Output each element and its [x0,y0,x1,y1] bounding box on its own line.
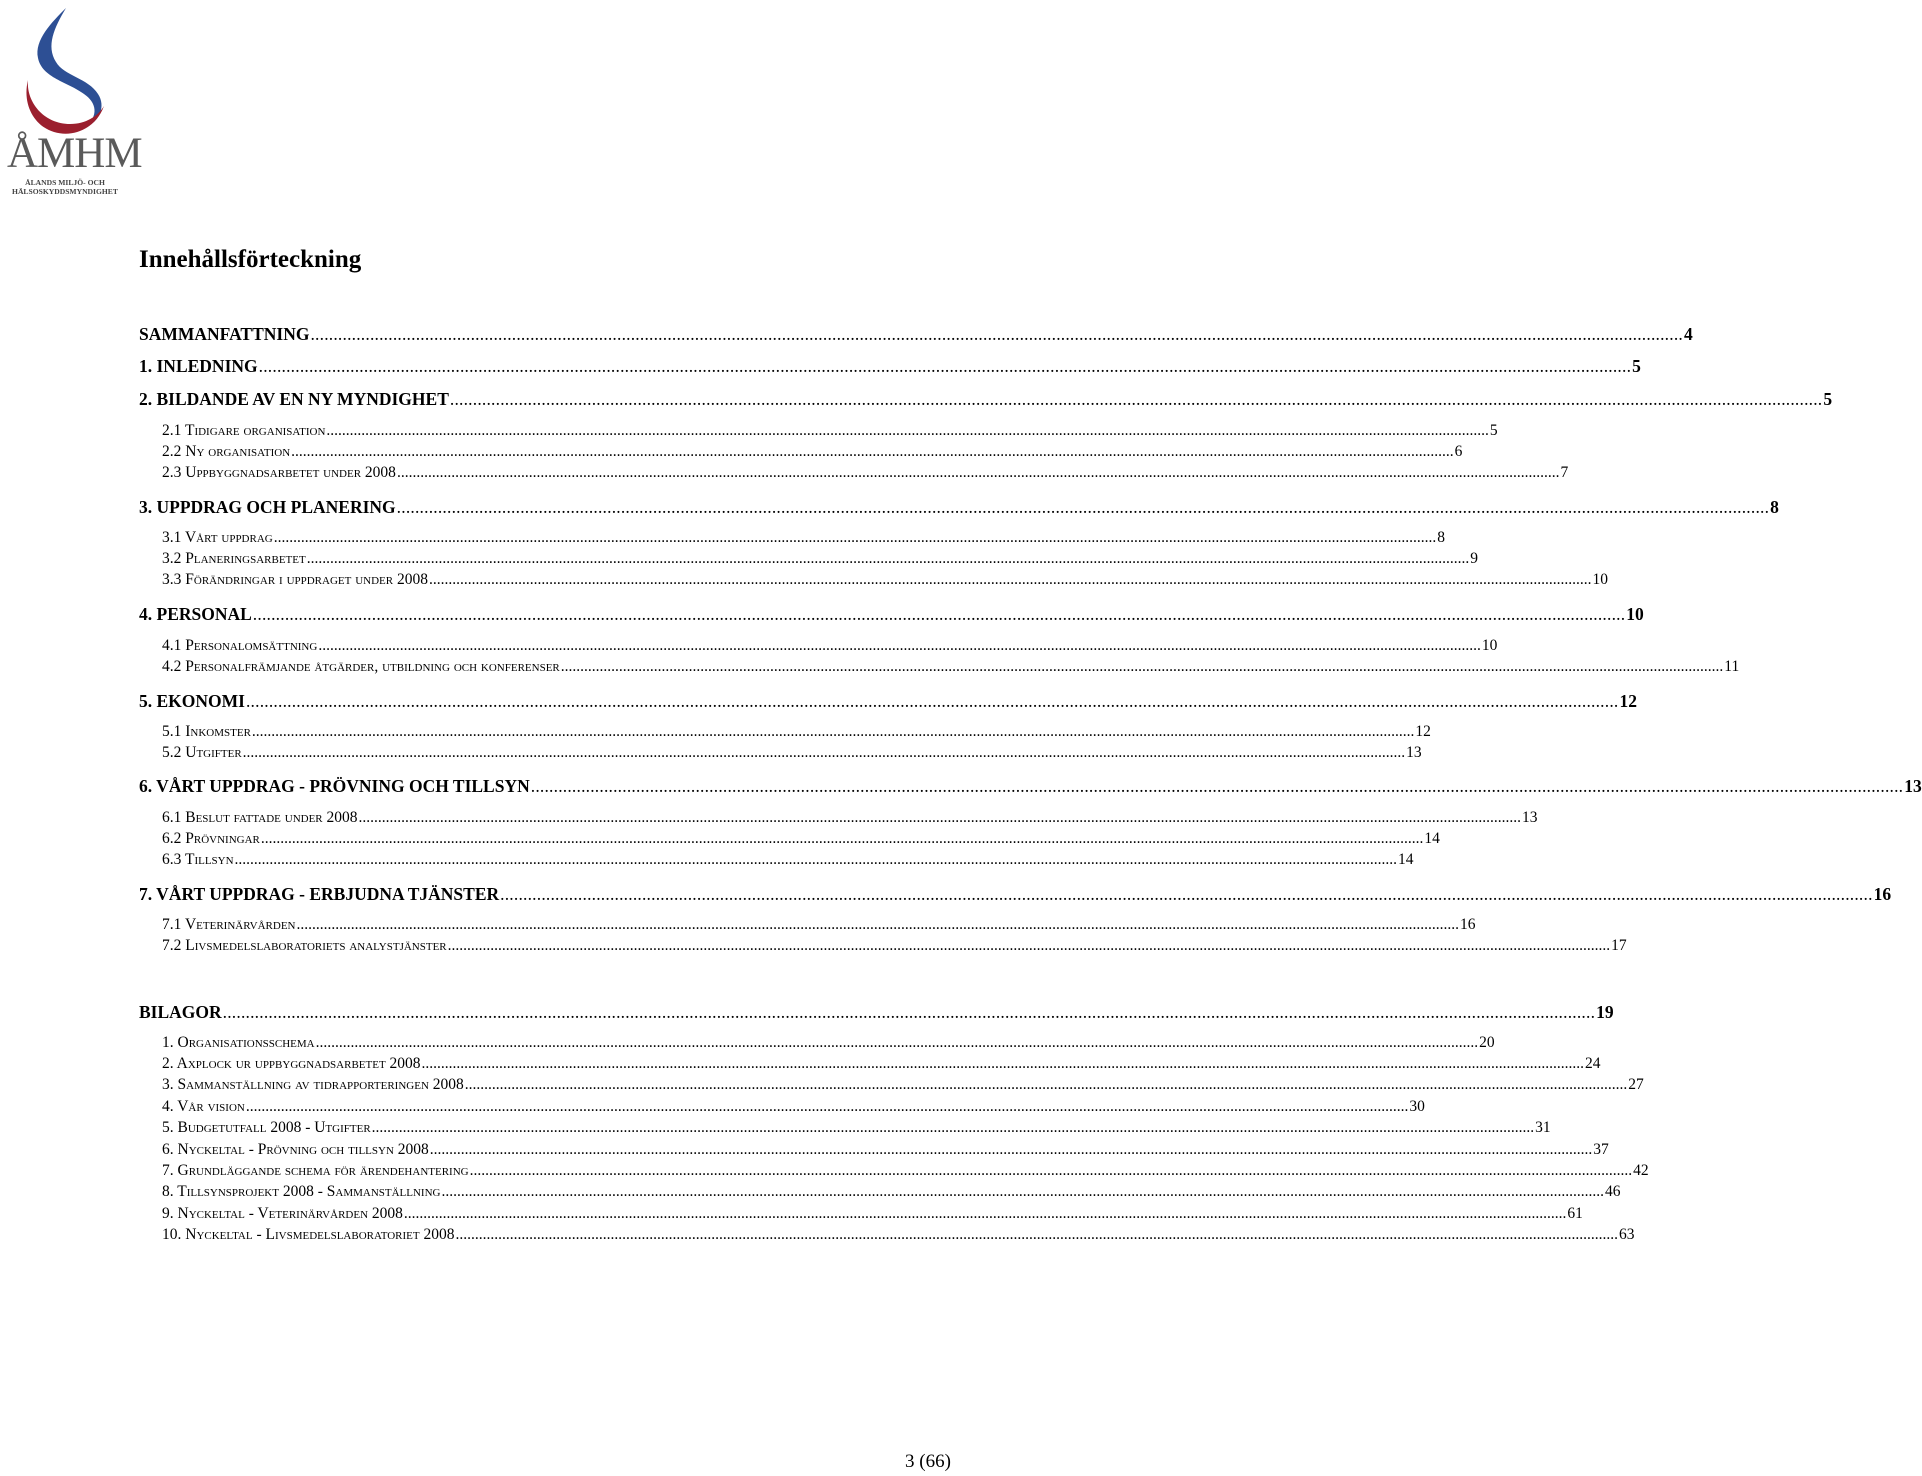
toc-entry-page: 61 [1567,1205,1583,1222]
toc-entry-label: 3.3 Förändringar i uppdraget under 2008 [162,571,428,588]
toc-dot-leader: ............................................................................................................................................................................................................................................................................................................ [252,604,1626,624]
toc-chapter-entry[interactable] [139,603,1644,625]
toc-section-entry[interactable] [162,636,1498,658]
toc-dot-leader: ............................................................................................................................................................................................................................................................................................................ [222,1002,1596,1022]
toc-entry-label: 4. Vår vision [162,1098,245,1115]
toc-dot-leader: ............................................................................................................................................................................................................................................................................................................ [326,422,1489,439]
toc-section-entry[interactable] [162,1118,1551,1140]
toc-entry-page: 27 [1628,1076,1644,1093]
toc-section-entry[interactable] [162,528,1445,550]
toc-entry-label: 5.2 Utgifter [162,744,242,761]
toc-entry-label: BILAGOR [139,1002,222,1022]
toc-entry-page: 5 [1823,389,1833,409]
toc-entry-label: 9. Nyckeltal - Veterinärvården 2008 [162,1205,403,1222]
toc-dot-leader: ............................................................................................................................................................................................................................................................................................................ [464,1076,1628,1093]
toc-entry-page: 10 [1592,571,1608,588]
toc-dot-leader: ............................................................................................................................................................................................................................................................................................................ [306,550,1470,567]
toc-dot-leader: ............................................................................................................................................................................................................................................................................................................ [500,884,1873,904]
toc-entry-page: 63 [1619,1226,1635,1243]
toc-entry-page: 10 [1481,637,1498,654]
toc-section-entry[interactable] [162,850,1414,872]
toc-dot-leader: ............................................................................................................................................................................................................................................................................................................ [358,809,1522,826]
toc-entry-label: 5. Budgetutfall 2008 - Utgifter [162,1119,371,1136]
toc-chapter-entry[interactable] [139,388,1833,410]
toc-dot-leader: ............................................................................................................................................................................................................................................................................................................ [449,389,1823,409]
toc-dot-leader: ............................................................................................................................................................................................................................................................................................................ [403,1205,1567,1222]
toc-dot-leader: ............................................................................................................................................................................................................................................................................................................ [429,571,1592,588]
toc-entry-label: 2.2 Ny organisation [162,443,291,460]
toc-dot-leader: ............................................................................................................................................................................................................................................................................................................ [396,464,1560,481]
toc-dot-leader: ............................................................................................................................................................................................................................................................................................................ [291,443,1454,460]
toc-section-entry[interactable] [162,1182,1621,1204]
toc-entry-page: 5 [1489,422,1498,439]
logo-subtitle-line-1: ÅLANDS MILJÖ- OCH [25,178,105,187]
toc-section-entry[interactable] [162,915,1476,937]
toc-dot-leader: ............................................................................................................................................................................................................................................................................................................ [251,723,1415,740]
toc-section-entry[interactable] [162,1225,1635,1247]
toc-entry-label: 7.1 Veterinärvården [162,916,296,933]
toc-dot-leader: ............................................................................................................................................................................................................................................................................................................ [560,658,1724,675]
toc-entry-page: 4 [1683,324,1693,344]
toc-section-entry[interactable] [162,1204,1583,1226]
toc-section-entry[interactable] [162,657,1740,679]
toc-chapter-entry[interactable] [139,1001,1614,1023]
toc-section-entry[interactable] [162,570,1608,592]
toc-chapter-entry[interactable] [139,775,1922,797]
toc-section-entry[interactable] [162,463,1569,485]
toc-dot-leader: ............................................................................................................................................................................................................................................................................................................ [469,1162,1633,1179]
toc-entry-label: 6. Nyckeltal - Prövning och tillsyn 2008 [162,1141,429,1158]
toc-entry-page: 30 [1409,1098,1425,1115]
toc-dot-leader: ............................................................................................................................................................................................................................................................................................................ [310,324,1683,344]
toc-section-entry[interactable] [162,1140,1609,1162]
toc-entry-page: 46 [1605,1183,1621,1200]
toc-dot-leader: ............................................................................................................................................................................................................................................................................................................ [315,1034,1479,1051]
toc-dot-leader: ............................................................................................................................................................................................................................................................................................................ [530,776,1904,796]
toc-section-entry[interactable] [162,1097,1425,1119]
toc-entry-label: 2. Axplock ur uppbyggnadsarbetet 2008 [162,1055,421,1072]
toc-section-entry[interactable] [162,722,1431,744]
toc-entry-page: 10 [1626,604,1644,624]
toc-entry-page: 13 [1406,744,1422,761]
toc-section-entry[interactable] [162,1033,1495,1055]
toc-section-entry[interactable] [162,743,1422,765]
toc-entry-page: 11 [1724,658,1740,675]
toc-entry-label: 3. Sammanställning av tidrapporteringen 2008 [162,1076,464,1093]
toc-dot-leader: ............................................................................................................................................................................................................................................................................................................ [429,1141,1593,1158]
toc-dot-leader: ............................................................................................................................................................................................................................................................................................................ [447,937,1611,954]
toc-entry-label: 5. EKONOMI [139,691,245,711]
toc-entry-label: 6.1 Beslut fattade under 2008 [162,809,358,826]
toc-entry-label: 5.1 Inkomster [162,723,251,740]
toc-entry-page: 9 [1470,550,1478,567]
toc-dot-leader: ............................................................................................................................................................................................................................................................................................................ [371,1119,1535,1136]
toc-entry-label: 3. UPPDRAG OCH PLANERING [139,497,396,517]
flame-drop-icon [4,6,120,136]
toc-entry-label: 2.1 Tidigare organisation [162,422,326,439]
page-title: Innehållsförteckning [139,246,362,273]
toc-entry-label: 6.3 Tillsyn [162,851,234,868]
toc-entry-label: 10. Nyckeltal - Livsmedelslaboratoriet 2008 [162,1226,455,1243]
toc-entry-label: 3.2 Planeringsarbetet [162,550,306,567]
toc-dot-leader: ............................................................................................................................................................................................................................................................................................................ [318,637,1481,654]
toc-dot-leader: ............................................................................................................................................................................................................................................................................................................ [273,529,1437,546]
toc-entry-page: 8 [1437,529,1445,546]
toc-entry-label: 6.2 Prövningar [162,830,260,847]
toc-section-entry[interactable] [162,1075,1644,1097]
toc-dot-leader: ............................................................................................................................................................................................................................................................................................................ [421,1055,1585,1072]
toc-dot-leader: ............................................................................................................................................................................................................................................................................................................ [258,356,1632,376]
toc-entry-page: 13 [1522,809,1538,826]
toc-dot-leader: ............................................................................................................................................................................................................................................................................................................ [441,1183,1604,1200]
toc-entry-page: 8 [1770,497,1779,517]
toc-dot-leader: ............................................................................................................................................................................................................................................................................................................ [396,497,1770,517]
toc-entry-page: 19 [1596,1002,1614,1022]
toc-entry-label: 3.1 Vårt uppdrag [162,529,273,546]
toc-entry-page: 24 [1585,1055,1601,1072]
toc-dot-leader: ............................................................................................................................................................................................................................................................................................................ [245,691,1619,711]
toc-entry-page: 31 [1535,1119,1551,1136]
toc-entry-label: 1. Organisationsschema [162,1034,315,1051]
toc-section-entry[interactable] [162,1054,1601,1076]
logo-wordmark: ÅMHM [7,130,142,177]
toc-chapter-entry[interactable] [139,883,1892,905]
toc-section-entry[interactable] [162,808,1538,830]
toc-section-entry[interactable] [162,936,1627,958]
toc-entry-label: 4.2 Personalfrämjande åtgärder, utbildning och konferenser [162,658,560,675]
toc-entry-label: SAMMANFATTNING [139,324,310,344]
toc-dot-leader: ............................................................................................................................................................................................................................................................................................................ [242,744,1406,761]
toc-entry-page: 12 [1415,723,1431,740]
toc-entry-label: 4. PERSONAL [139,604,252,624]
toc-entry-page: 16 [1873,884,1892,904]
toc-entry-page: 5 [1632,356,1641,376]
toc-entry-label: 7. Grundläggande schema för ärendehantering [162,1162,469,1179]
logo-subtitle-line-2: HÄLSOSKYDDSMYNDIGHET [12,187,118,196]
toc-dot-leader: ............................................................................................................................................................................................................................................................................................................ [245,1098,1409,1115]
toc-section-entry[interactable] [162,829,1440,851]
agency-logo [4,6,142,196]
toc-dot-leader: ............................................................................................................................................................................................................................................................................................................ [455,1226,1618,1243]
toc-entry-page: 7 [1560,464,1569,481]
toc-entry-label: 4.1 Personalomsättning [162,637,318,654]
toc-entry-label: 7. VÅRT UPPDRAG - ERBJUDNA TJÄNSTER [139,884,500,904]
toc-entry-page: 42 [1633,1162,1649,1179]
toc-entry-page: 14 [1398,851,1414,868]
toc-section-entry[interactable] [162,442,1463,464]
toc-entry-page: 6 [1454,443,1463,460]
toc-entry-label: 1. INLEDNING [139,356,258,376]
toc-entry-page: 16 [1460,916,1476,933]
toc-dot-leader: ............................................................................................................................................................................................................................................................................................................ [296,916,1459,933]
toc-entry-label: 2.3 Uppbyggnadsarbetet under 2008 [162,464,396,481]
toc-entry-page: 20 [1479,1034,1495,1051]
toc-entry-page: 17 [1611,937,1627,954]
toc-entry-label: 7.2 Livsmedelslaboratoriets analystjänster [162,937,447,954]
toc-chapter-entry[interactable] [139,355,1641,377]
toc-entry-page: 37 [1593,1141,1609,1158]
logo-subtitle [6,178,124,196]
toc-entry-page: 12 [1619,691,1637,711]
page-number: 3 (66) [905,1451,951,1472]
toc-chapter-entry[interactable] [139,690,1637,712]
toc-section-entry[interactable] [162,1161,1649,1183]
toc-entry-label: 8. Tillsynsprojekt 2008 - Sammanställning [162,1183,441,1200]
toc-entry-page: 13 [1904,776,1922,796]
toc-entry-page: 14 [1424,830,1440,847]
toc-section-entry[interactable] [162,549,1478,571]
toc-entry-label: 2. BILDANDE AV EN NY MYNDIGHET [139,389,449,409]
toc-section-entry[interactable] [162,421,1498,443]
toc-dot-leader: ............................................................................................................................................................................................................................................................................................................ [234,851,1398,868]
toc-chapter-entry[interactable] [139,496,1779,518]
toc-dot-leader: ............................................................................................................................................................................................................................................................................................................ [260,830,1424,847]
toc-chapter-entry[interactable] [139,323,1693,345]
toc-entry-label: 6. VÅRT UPPDRAG - PRÖVNING OCH TILLSYN [139,776,530,796]
